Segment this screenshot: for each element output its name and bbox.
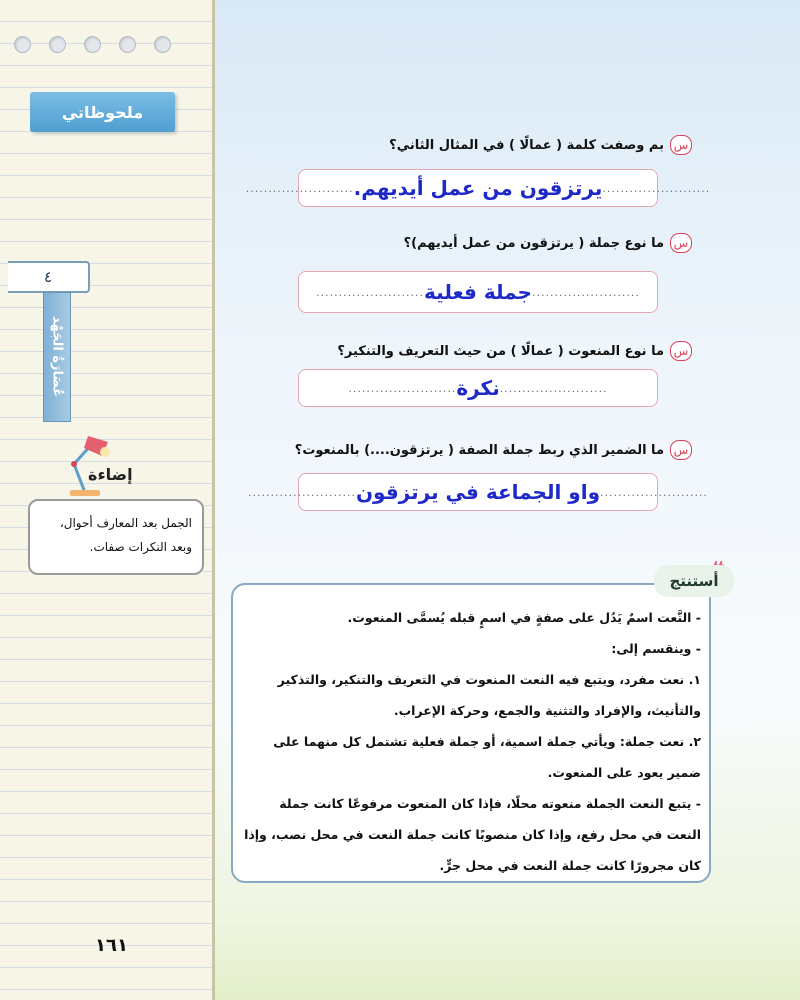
question-text: ما نوع المنعوت ( عمالًا ) من حيث التعريف والتنكير؟: [337, 343, 664, 359]
answer-box-4[interactable]: [248, 473, 708, 511]
answer-dots: ........................: [499, 381, 608, 395]
binder-hole: [154, 36, 171, 53]
binder-hole: [119, 36, 136, 53]
notes-sidebar: [0, 0, 215, 1000]
answer-text: يرتزقون من عمل أيديهم.: [353, 176, 603, 200]
question-2: [404, 233, 692, 253]
answer-box-2[interactable]: [298, 271, 658, 313]
binder-hole: [49, 36, 66, 53]
unit-number: ٤: [8, 261, 90, 293]
conclusion-line: ٢. نعت جملة: ويأتي جملة اسمية، أو جملة فعلية تشتمل كل منهما على ضمير يعود على المنعوت.: [273, 734, 701, 780]
unit-title: عُصَارَةُ الجَهْد: [49, 316, 65, 398]
answer-box-3[interactable]: [298, 369, 658, 407]
answer-dots: ........................: [248, 485, 356, 499]
idaah-box: الجمل بعد المعارف أحوال، وبعد النكرات صفات.: [28, 499, 204, 575]
answer-dots: ........................: [600, 485, 708, 499]
question-badge: س: [670, 341, 692, 361]
question-text: ما الضمير الذي ربط جملة الصفة ( يرتزقون....) بالمنعوت؟: [294, 442, 664, 458]
page-number: ١٦١: [95, 935, 128, 956]
conclusion-line: - النَّعت اسمٌ يَدُل على صفةٍ في اسمٍ قبله يُسمَّى المنعوت.: [347, 610, 701, 625]
answer-box-1[interactable]: [245, 169, 711, 207]
question-4: [295, 440, 692, 460]
answer-text: جملة فعلية: [424, 280, 532, 304]
binder-holes: [14, 36, 171, 53]
answer-dots: ........................: [348, 381, 457, 395]
answer-text: واو الجماعة في يرتزقون: [355, 480, 601, 504]
binder-hole: [14, 36, 31, 53]
unit-title-ribbon: [43, 292, 71, 422]
binder-hole: [84, 36, 101, 53]
question-text: ما نوع جملة ( يرتزقون من عمل أيديهم)؟: [403, 235, 664, 251]
question-badge: س: [670, 135, 692, 155]
idaah-label: إضاءة: [88, 465, 133, 484]
answer-dots: ........................: [316, 285, 425, 299]
answer-text: نكرة: [456, 376, 500, 400]
answer-dots: ........................: [602, 181, 711, 195]
conclusion-line: - وينقسم إلى:: [611, 641, 701, 656]
conclusion-text: [241, 602, 701, 881]
answer-dots: ........................: [245, 181, 354, 195]
conclusion-line: - يتبع النعت الجملة منعوته محلًا، فإذا كان المنعوت مرفوعًا كانت جملة النعت في محل رفع، وإذا كان منصوبًا كانت جملة النعت في محل نصب، وإذا كان مجرورًا كانت جملة النعت في محل جرٍّ.: [244, 796, 701, 873]
question-badge: س: [670, 440, 692, 460]
conclusion-title: أستنتج: [654, 565, 734, 597]
question-badge: س: [670, 233, 692, 253]
question-3: [337, 341, 692, 361]
question-1: [389, 135, 692, 155]
conclusion-line: ١. نعت مفرد، ويتبع فيه النعت المنعوت في التعريف والتنكير، والتذكير والتأنيث، والإفراد والتثنية والجمع، وحركة الإعراب.: [277, 672, 701, 718]
notes-title: ملحوظاتي: [30, 92, 175, 132]
question-text: بم وصفت كلمة ( عمالًا ) في المثال الثاني؟: [389, 137, 664, 153]
answer-dots: ........................: [531, 285, 640, 299]
